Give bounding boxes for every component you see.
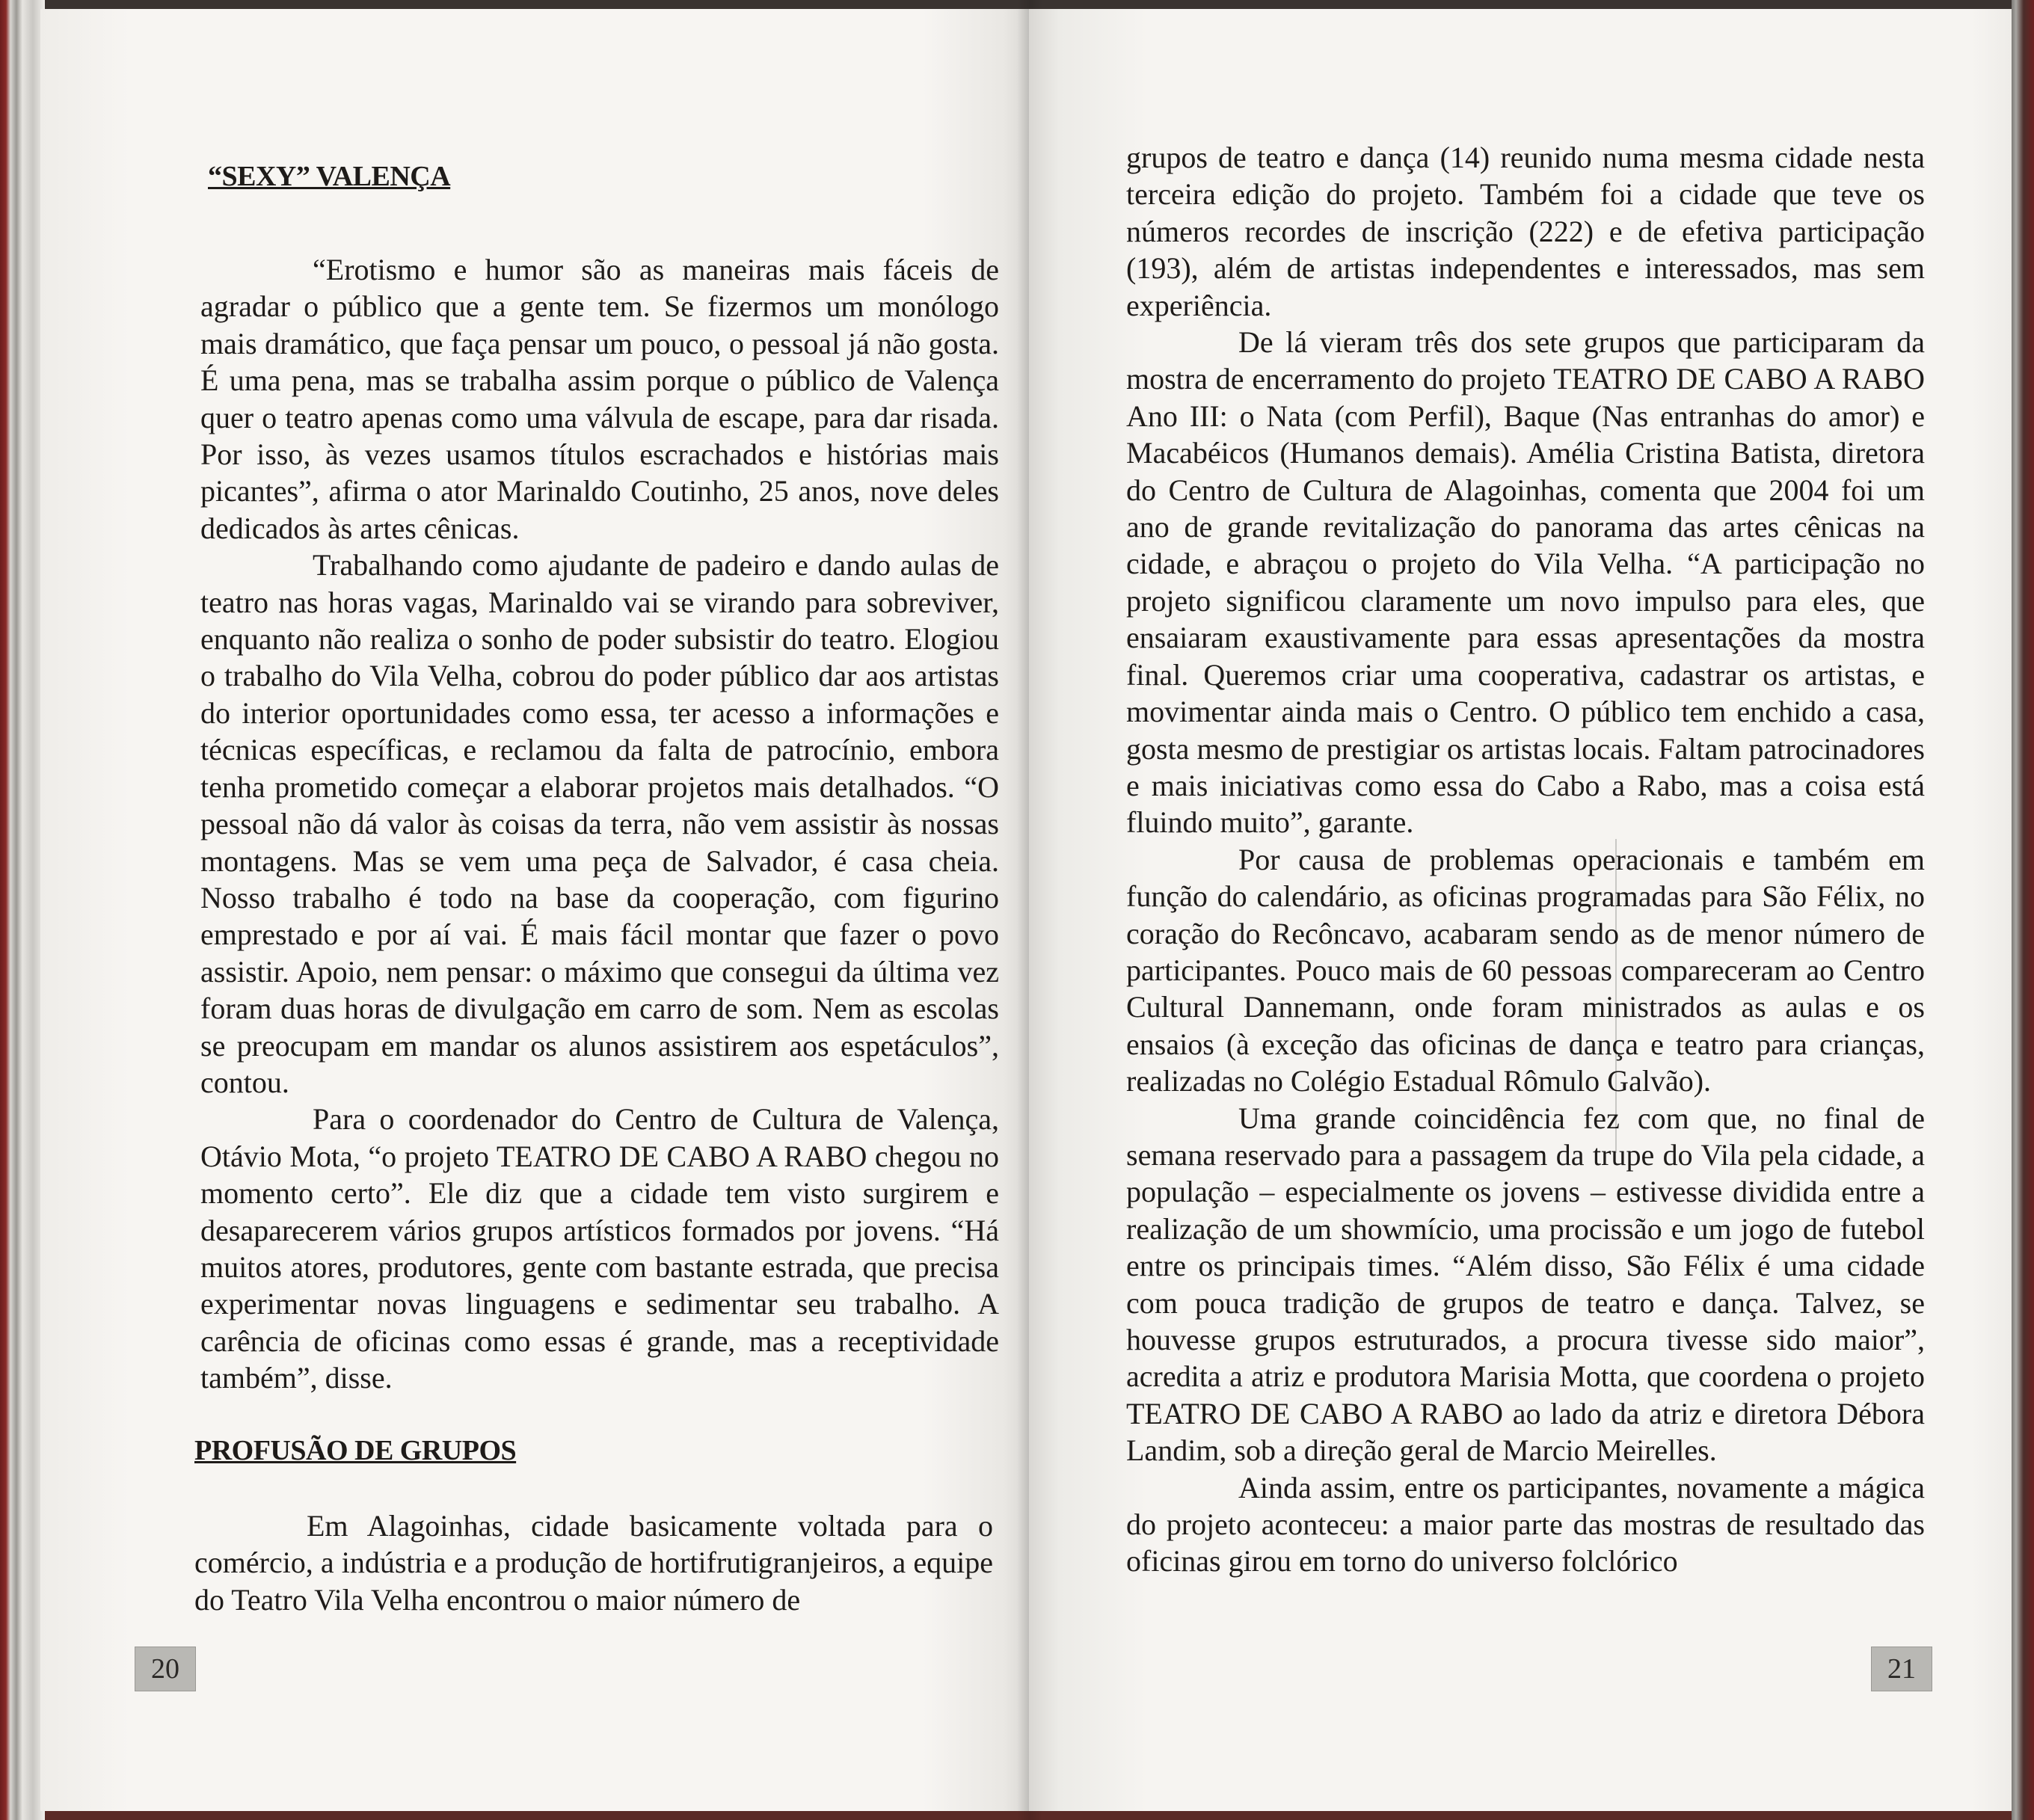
page-number-left: 20 [135, 1647, 196, 1691]
paragraph: “Erotismo e humor são as maneiras mais fáceis de agradar o público que a gente tem. Se fizermos um monólogo mais dramático, que faça pensar um pouco, o pessoal já não gosta. É uma pena, mas se trabalha assim porque o público de Valença quer o teatro apenas como uma válvula de escape, para dar risada. Por isso, às vezes usamos títulos escrachados e histórias mais picantes”, afirma o ator Marinaldo Coutinho, 25 anos, nove deles dedicados às artes cênicas. [200, 253, 999, 545]
paragraph: De lá vieram três dos sete grupos que participaram da mostra de encerramento do projeto TEATRO DE CABO A RABO Ano III: o Nata (com Perfil), Baque (Nas entranhas do amor) e Macabéicos (Humanos demais). Amélia Cristina Batista, diretora do Centro de Cultura de Alagoinhas, comenta que 2004 foi um ano de grande revitalização do panorama das artes cênicas na cidade, e abraçou o projeto do Vila Velha. “A participação no projeto significou claramente um novo impulso para eles, que ensaiaram exaustivamente para essas apresentações da mostra final. Queremos criar uma cooperativa, cadastrar os artistas, e movimentar ainda mais o Centro. O público tem enchido a casa, gosta mesmo de prestigiar os artistas locais. Faltam patrocinadores e mais iniciativas como essa do Cabo a Rabo, mas a coisa está fluindo muito”, garante. [1126, 325, 1925, 840]
section-heading-sexy-valenca: “SEXY” VALENÇA [208, 161, 451, 192]
left-body-text-1 [200, 251, 999, 1397]
paragraph: Uma grande coincidência fez com que, no final de semana reservado para a passagem da trupe do Vila pela cidade, a população – especialmente os jovens – estivesse dividida entre a realização de um showmício, uma procissão e um jogo de futebol entre os principais times. “Além disso, São Félix é uma cidade com pouca tradição de grupos de teatro e dança. Talvez, se houvesse grupos estruturados, a procura tivesse sido maior”, acredita a atriz e produtora Marisia Motta, que coordena o projeto TEATRO DE CABO A RABO ao lado da atriz e diretora Débora Landim, sob a direção geral de Marcio Meirelles. [1126, 1101, 1925, 1468]
paragraph: Trabalhando como ajudante de padeiro e dando aulas de teatro nas horas vagas, Marinaldo vai se virando para sobreviver, enquanto não realiza o sonho de poder subsistir do teatro. Elogiou o trabalho do Vila Velha, cobrou do poder público dar aos artistas do interior oportunidades como essa, ter acesso a informações e técnicas específicas, e reclamou da falta de patrocínio, embora tenha prometido começar a elaborar projetos mais detalhados. “O pessoal não dá valor às coisas da terra, não vem assistir às nossas montagens. Mas se vem uma peça de Salvador, é casa cheia. Nosso trabalho é todo na base da cooperação, com figurino emprestado e por aí vai. É mais fácil montar que fazer o povo assistir. Apoio, nem pensar: o máximo que consegui da última vez foram duas horas de divulgação em carro de som. Nem as escolas se preocupam em mandar os alunos assistirem aos espetáculos”, contou. [200, 548, 999, 1099]
page-number-right: 21 [1871, 1647, 1932, 1691]
paragraph: Ainda assim, entre os participantes, novamente a mágica do projeto aconteceu: a maior parte das mostras de resultado das oficinas girou em torno do universo folclórico [1126, 1470, 1925, 1578]
paragraph: Em Alagoinhas, cidade basicamente voltada para o comércio, a indústria e a produção de hortifrutigranjeiros, a equipe do Teatro Vila Velha encontrou o maior número de [194, 1509, 993, 1617]
book-left-edge [0, 0, 45, 1820]
right-body-text [1126, 139, 1925, 1580]
scan-artifact-line [1615, 839, 1617, 1153]
paragraph: Para o coordenador do Centro de Cultura de Valença, Otávio Mota, “o projeto TEATRO DE CABO A RABO chegou no momento certo”. Ele diz que a cidade tem visto surgirem e desaparecerem vários grupos artísticos formados por jovens. “Há muitos atores, produtores, gente com bastante estrada, que precisa experimentar novas linguagens e sedimentar seu trabalho. A carência de oficinas como essas é grande, mas a receptividade também”, disse. [200, 1102, 999, 1395]
paragraph-continuation: grupos de teatro e dança (14) reunido numa mesma cidade nesta terceira edição do projeto. Também foi a cidade que teve os números recordes de inscrição (222) e de efetiva participação (193), além de artistas independentes e interessados, mas sem experiência. [1126, 141, 1925, 322]
right-page [1029, 9, 2012, 1811]
left-page [40, 9, 1029, 1811]
left-body-text-2 [194, 1507, 993, 1618]
book-right-edge [2012, 0, 2034, 1820]
paragraph: Por causa de problemas operacionais e também em função do calendário, as oficinas programadas para São Félix, no coração do Recôncavo, acabaram sendo as de menor número de participantes. Pouco mais de 60 pessoas compareceram ao Centro Cultural Dannemann, onde foram ministrados as aulas e os ensaios (à exceção das oficinas de dança e teatro para crianças, realizadas no Colégio Estadual Rômulo Galvão). [1126, 842, 1925, 1098]
section-heading-profusao: PROFUSÃO DE GRUPOS [194, 1435, 517, 1466]
